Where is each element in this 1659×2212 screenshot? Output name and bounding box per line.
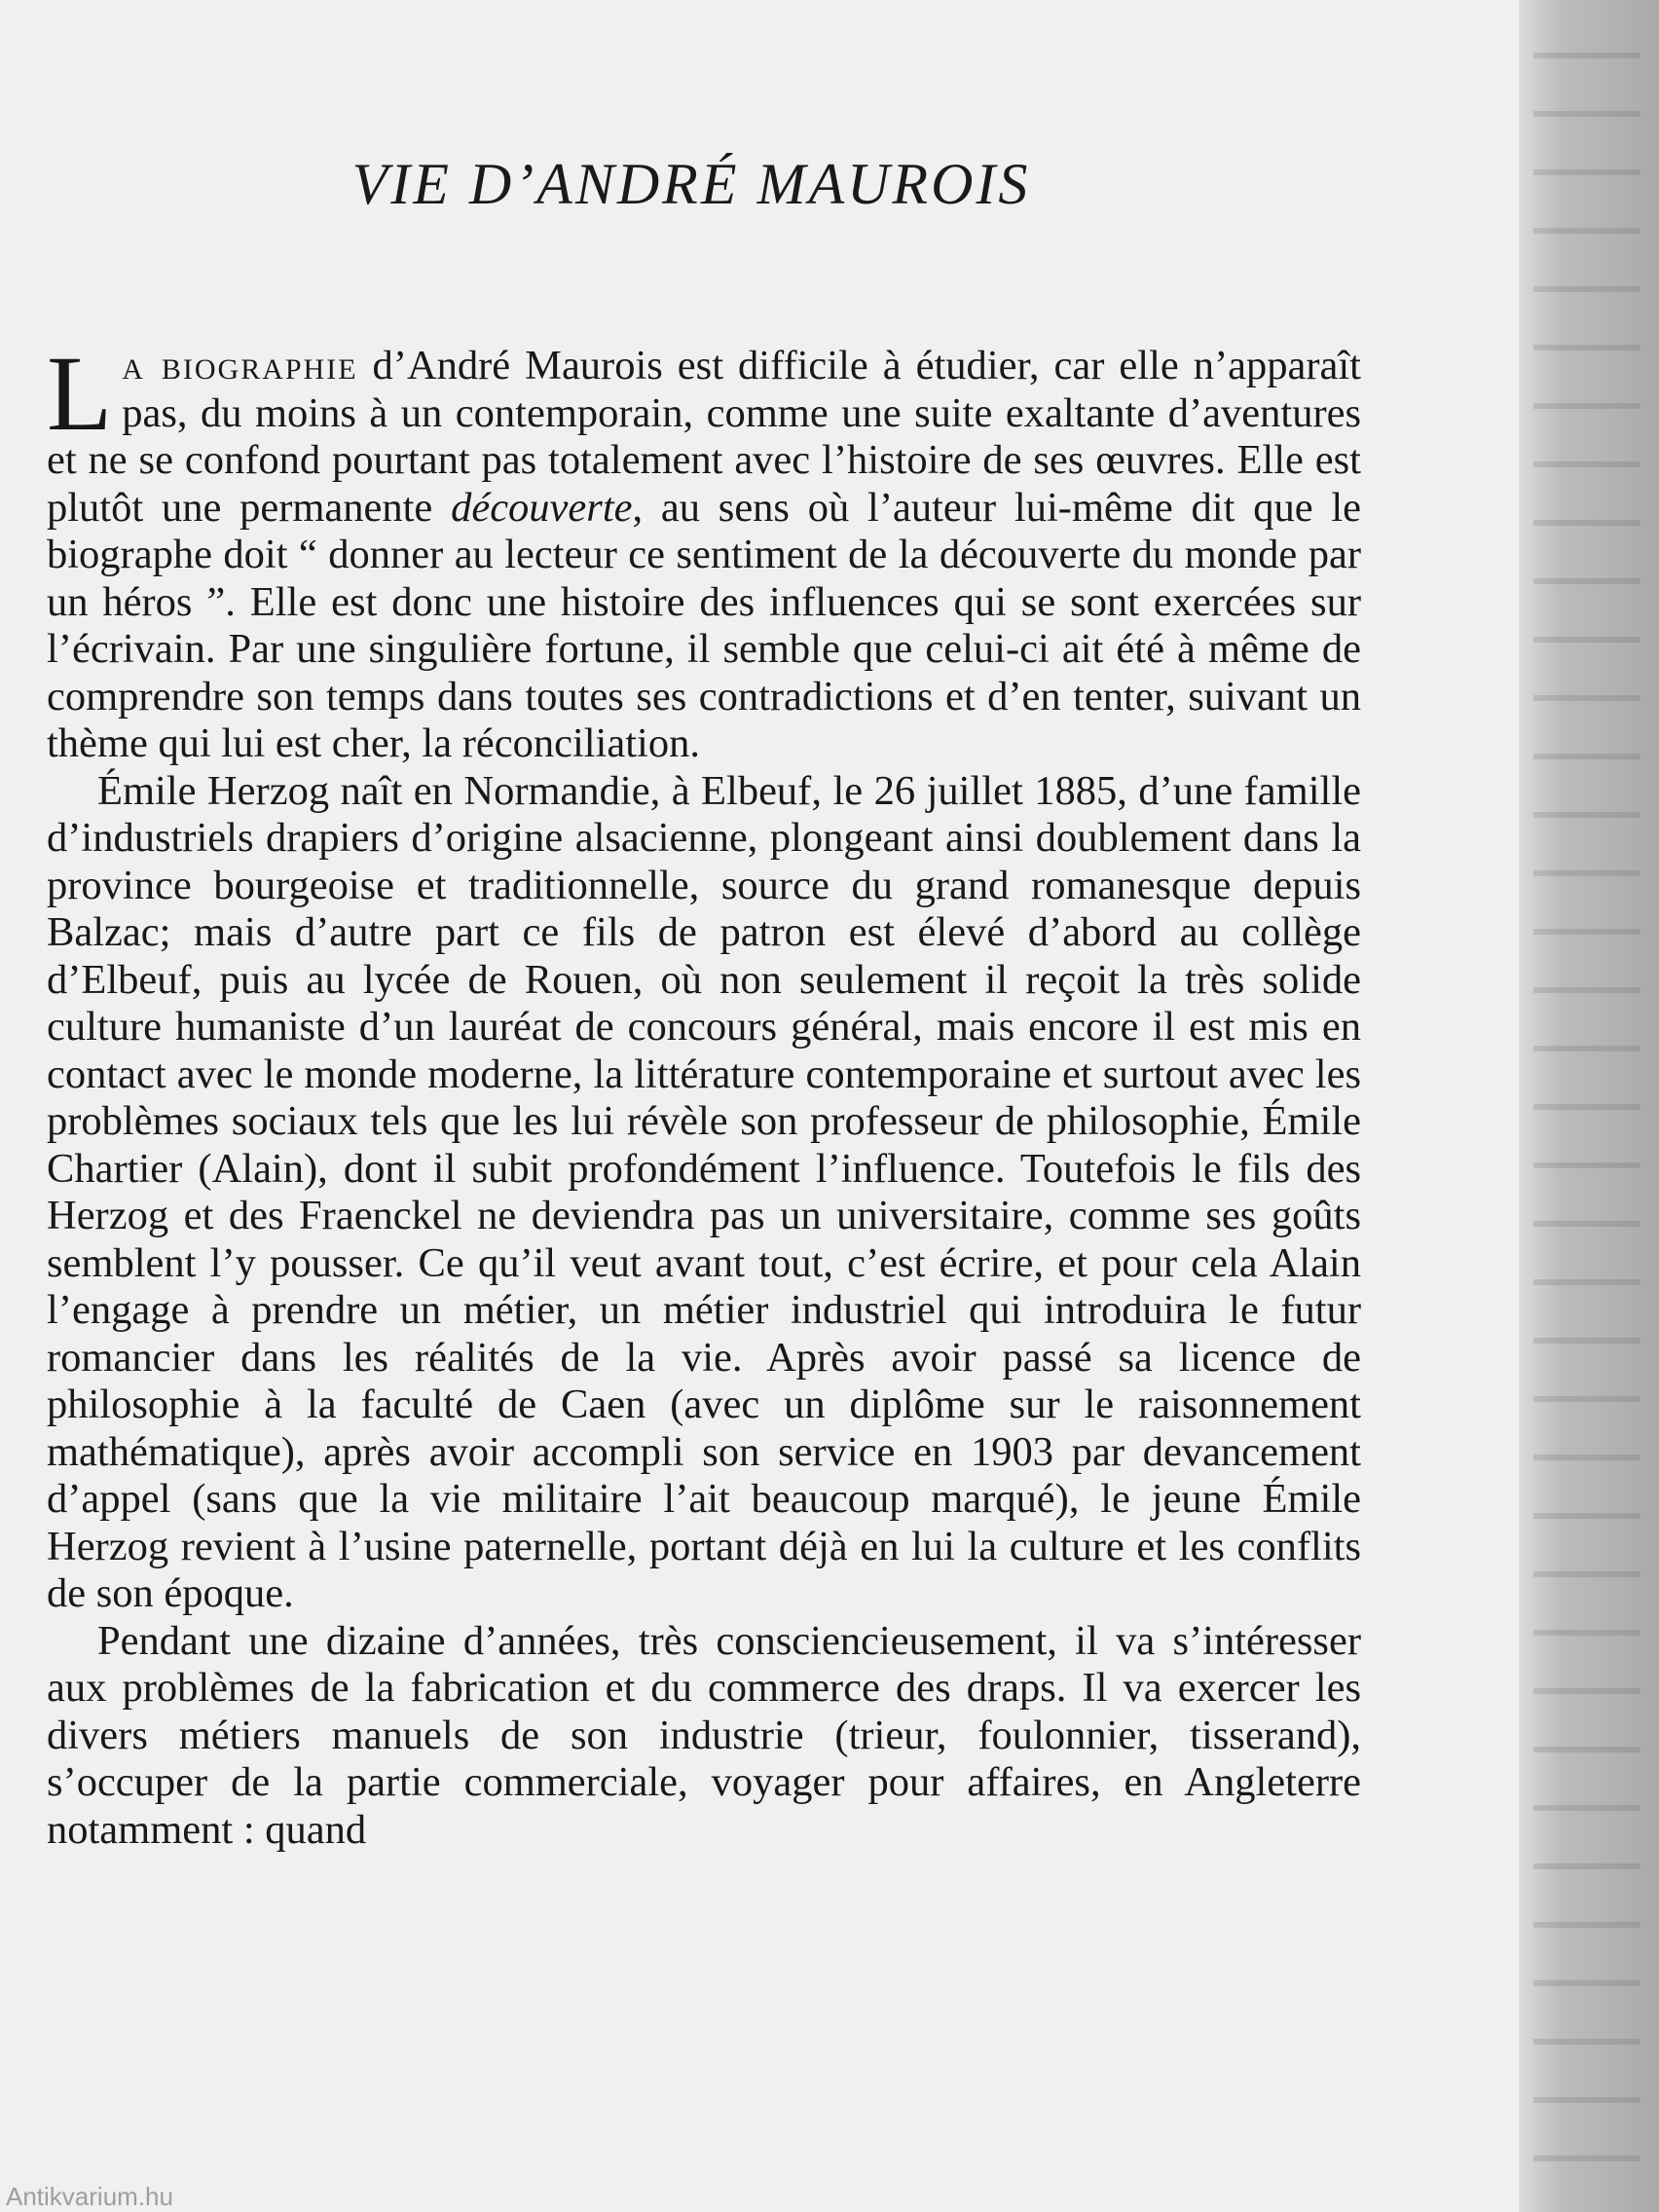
paragraph-3: Pendant une dizaine d’années, très consciencieusement, il va s’intéresser aux problèmes de la fabrication et du commerce des draps. Il va exercer les divers métiers manuels de son industrie (trieur, foulonnier, tisserand), s’occuper de la partie commerciale, voyager pour affaires, en Angleterre notamment : quand bbox=[47, 1617, 1361, 1853]
gutter-texture bbox=[1533, 0, 1641, 2212]
small-caps-opening: a biographie bbox=[122, 343, 358, 388]
paragraph-1 bbox=[47, 334, 1362, 768]
chapter-title: VIE D’ANDRÉ MAUROIS bbox=[351, 152, 1031, 216]
paragraph-2: Émile Herzog naît en Normandie, à Elbeuf, le 26 juillet 1885, d’une famille d’industriels drapiers d’origine alsacienne, plongeant ainsi doublement dans la province bourgeoise et traditionnelle, source du grand romanesque depuis Balzac; mais d’autre part ce fils de patron est élevé d’abord au collège d’Elbeuf, puis au lycée de Rouen, où non seulement il reçoit la très solide culture humaniste d’un lauréat de concours général, mais encore il est mis en contact avec le monde moderne, la littérature contemporaine et surtout avec les problèmes sociaux tels que les lui révèle son professeur de philosophie, Émile Chartier (Alain), dont il subit profondément l’influence. Toutefois le fils des Herzog et des Fraenckel ne deviendra pas un universitaire, comme ses goûts semblent l’y pousser. Ce qu’il veut avant tout, c’est écrire, et pour cela Alain l’engage à prendre un métier, un métier industriel qui introduira le futur romancier dans les réalités de la vie. Après avoir passé sa licence de philosophie à la faculté de Caen (avec un diplôme sur le raisonnement mathématique), après avoir accompli son service en 1903 par devancement d’appel (sans que la vie militaire l’ait beaucoup marqué), le jeune Émile Herzog revient à l’usine paternelle, portant déjà en lui la culture et les conflits de son époque. bbox=[47, 767, 1361, 1616]
italic-word: découverte bbox=[451, 484, 633, 531]
drop-cap: L bbox=[47, 334, 113, 453]
watermark: Antikvarium.hu bbox=[6, 2182, 173, 2211]
body-text bbox=[47, 334, 1362, 1854]
paragraph-1-text: d’André Maurois est difficile à étudier, car elle n’apparaît pas, du moins à un contemporain, comme une suite exaltante d’aventures et ne se confond pourtant pas totalement avec l’histoire de ses œuvres. Elle est plutôt une permanente bbox=[47, 343, 1361, 531]
paragraph-1-text-after: , au sens où l’auteur lui-même dit que le biographe doit “ donner au lecteur ce sentiment de la découverte du monde par un héros ”. Elle est donc une histoire des influences qui se sont exercées sur l’écrivain. Par une singulière fortune, il semble que celui-ci ait été à même de comprendre son temps dans toutes ses contradictions et d’en tenter, suivant un thème qui lui est cher, la réconciliation. bbox=[47, 484, 1362, 766]
